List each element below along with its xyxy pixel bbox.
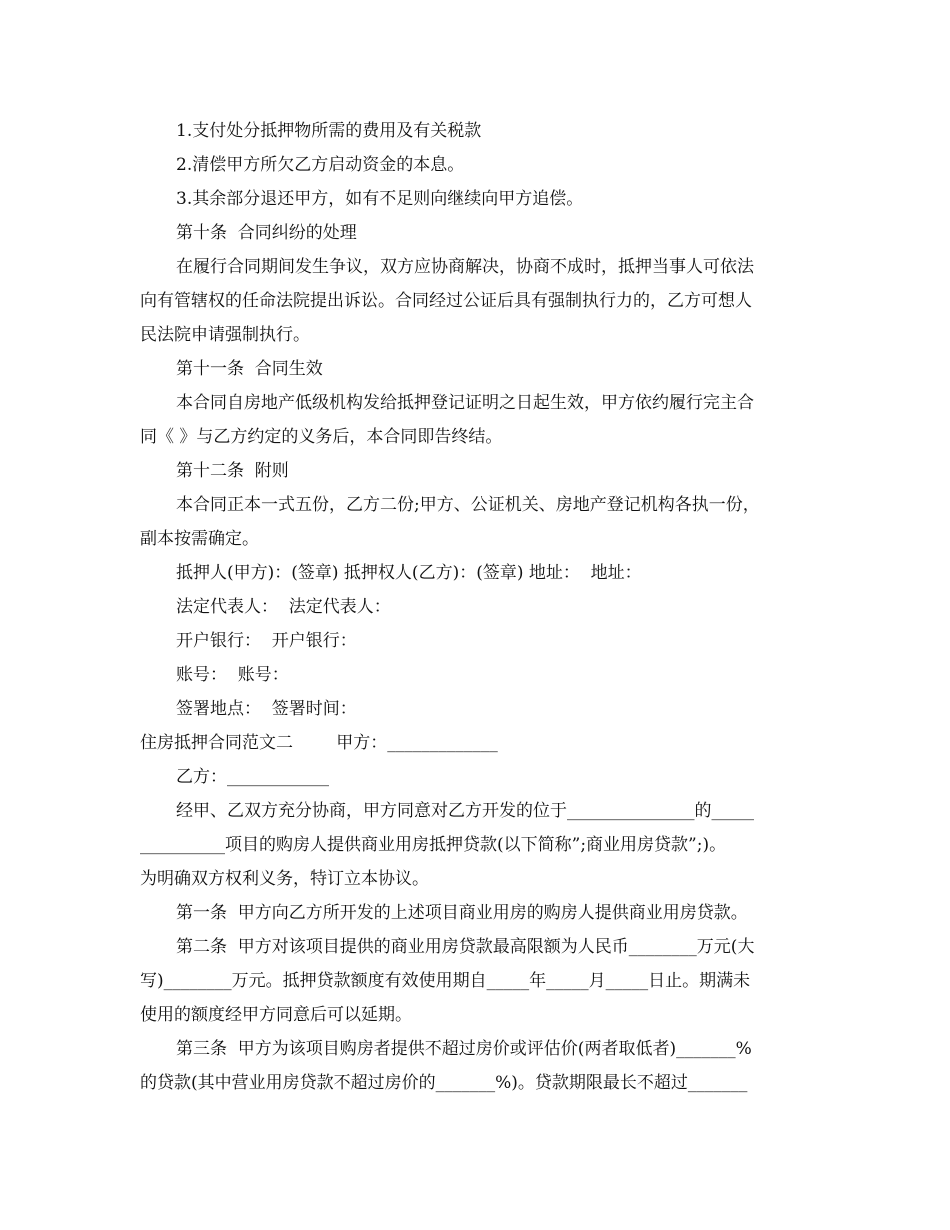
paragraph-line: 在履行合同期间发生争议，双方应协商解决，协商不成时，抵押当事人可依法 xyxy=(176,257,754,277)
paragraph-line: 写)________万元。抵押贷款额度有效使用期自_____年_____月_____日止。期满未 xyxy=(140,971,751,991)
paragraph-line: 同《 》与乙方约定的义务后，本合同即告终结。 xyxy=(140,427,503,447)
paragraph-line: __________项目的购房人提供商业用房抵押贷款(以下简称”;商业用房贷款”;)。 xyxy=(140,835,727,855)
legal-representative-line: 法定代表人： 法定代表人： xyxy=(176,597,391,617)
paragraph-line: 经甲、乙双方充分协商，甲方同意对乙方开发的位于_______________的_____ xyxy=(176,801,754,821)
clause-item-1: 1.支付处分抵押物所需的费用及有关税款 xyxy=(176,121,482,141)
paragraph-line: 使用的额度经甲方同意后可以延期。 xyxy=(140,1005,412,1025)
signing-place-time-line: 签署地点： 签署时间： xyxy=(176,699,357,719)
clause-item-2: 2.清偿甲方所欠乙方启动资金的本息。 xyxy=(176,155,465,175)
paragraph-line: 民法院申请强制执行。 xyxy=(140,325,310,345)
paragraph-line: 的贷款(其中营业用房贷款不超过房价的_______%)。贷款期限最长不超过_______ xyxy=(140,1073,748,1093)
account-line: 账号： 账号： xyxy=(176,665,289,685)
article-1-line: 第一条 甲方向乙方所开发的上述项目商业用房的购房人提供商业用房贷款。 xyxy=(176,903,748,923)
article-10-heading: 第十条 合同纠纷的处理 xyxy=(176,223,357,243)
paragraph-line: 向有管辖权的任命法院提出诉讼。合同经过公证后具有强制执行力的，乙方可想人 xyxy=(140,291,752,311)
article-12-heading: 第十二条 附则 xyxy=(176,461,289,481)
paragraph-line: 为明确双方权利义务，特订立本协议。 xyxy=(140,869,429,889)
paragraph-line: 本合同自房地产低级机构发给抵押登记证明之日起生效，甲方依约履行完主合 xyxy=(176,393,754,413)
party-b-line: 乙方：____________ xyxy=(176,767,329,787)
paragraph-line: 副本按需确定。 xyxy=(140,529,259,549)
paragraph-line: 本合同正本一式五份，乙方二份;甲方、公证机关、房地产登记机构各执一份， xyxy=(176,495,760,515)
signature-parties-line: 抵押人(甲方)：(签章) 抵押权人(乙方)：(签章) 地址： 地址： xyxy=(176,563,642,583)
article-3-line: 第三条 甲方为该项目购房者提供不超过房价或评估价(两者取低者)_______% xyxy=(176,1039,752,1059)
article-2-line: 第二条 甲方对该项目提供的商业用房贷款最高限额为人民币________万元(大 xyxy=(176,937,755,957)
bank-line: 开户银行： 开户银行： xyxy=(176,631,357,651)
sample-two-title: 住房抵押合同范文二 甲方：_____________ xyxy=(140,733,498,753)
clause-item-3: 3.其余部分退还甲方，如有不足则向继续向甲方追偿。 xyxy=(176,189,584,209)
article-11-heading: 第十一条 合同生效 xyxy=(176,359,323,379)
